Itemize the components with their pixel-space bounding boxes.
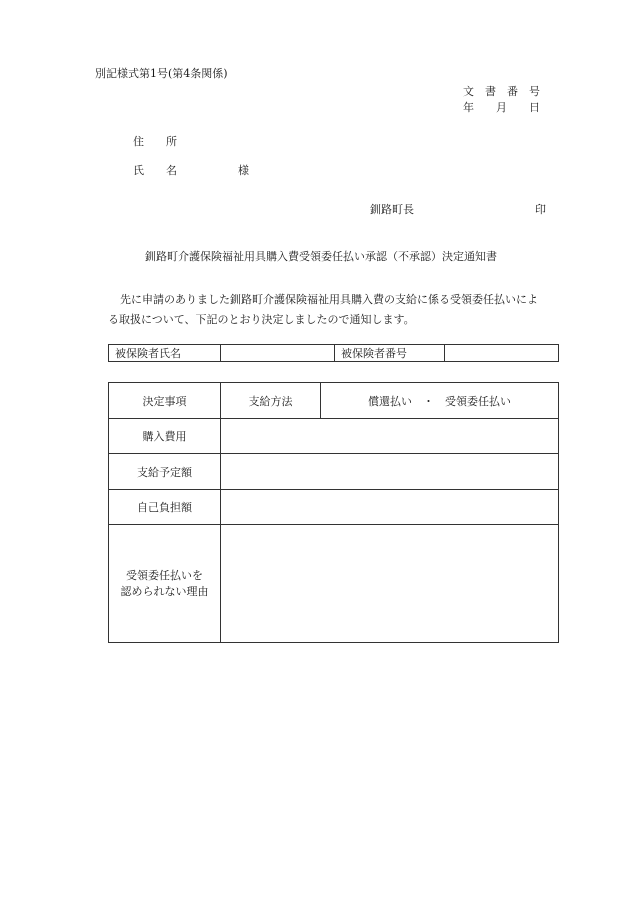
rejection-reason-field[interactable] — [221, 525, 559, 643]
insured-name-field[interactable] — [221, 345, 335, 362]
seal-mark: 印 — [535, 203, 546, 216]
decision-table — [108, 382, 559, 643]
scheduled-payment-label: 支給予定額 — [109, 454, 221, 490]
insured-info-table — [108, 344, 559, 362]
copay-label: 自己負担額 — [109, 490, 221, 525]
body-line-1: 先に申請のありました釧路町介護保険福祉用具購入費の支給に係る受領委任払いによ — [120, 293, 538, 306]
date-line: 年 月 日 — [463, 101, 540, 114]
insured-name-label: 被保険者氏名 — [109, 345, 221, 362]
insured-number-field[interactable] — [445, 345, 559, 362]
body-line-2: る取扱について、下記のとおり決定しましたので通知します。 — [108, 313, 415, 326]
rejection-reason-label-line-2: 認められない理由 — [120, 584, 209, 598]
scheduled-payment-field[interactable] — [221, 454, 559, 490]
form-label: 別記様式第1号(第4条関係) — [95, 67, 228, 80]
name-label: 氏 名 — [133, 164, 177, 177]
rejection-reason-label — [109, 525, 221, 643]
purchase-cost-field[interactable] — [221, 419, 559, 454]
purchase-cost-label: 購入費用 — [109, 419, 221, 454]
payment-method-label: 支給方法 — [221, 383, 321, 419]
document-number: 文 書 番 号 — [463, 85, 540, 98]
copay-field[interactable] — [221, 490, 559, 525]
issuer-title: 釧路町長 — [370, 203, 414, 216]
honorific: 様 — [238, 164, 249, 177]
decision-label: 決定事項 — [109, 383, 221, 419]
insured-number-label: 被保険者番号 — [335, 345, 445, 362]
document-title: 釧路町介護保険福祉用具購入費受領委任払い承認（不承認）決定通知書 — [145, 250, 497, 263]
rejection-reason-label-line-1: 受領委任払いを — [126, 568, 203, 582]
address-label: 住 所 — [133, 135, 177, 148]
payment-method-options[interactable]: 償還払い ・ 受領委任払い — [321, 383, 559, 419]
